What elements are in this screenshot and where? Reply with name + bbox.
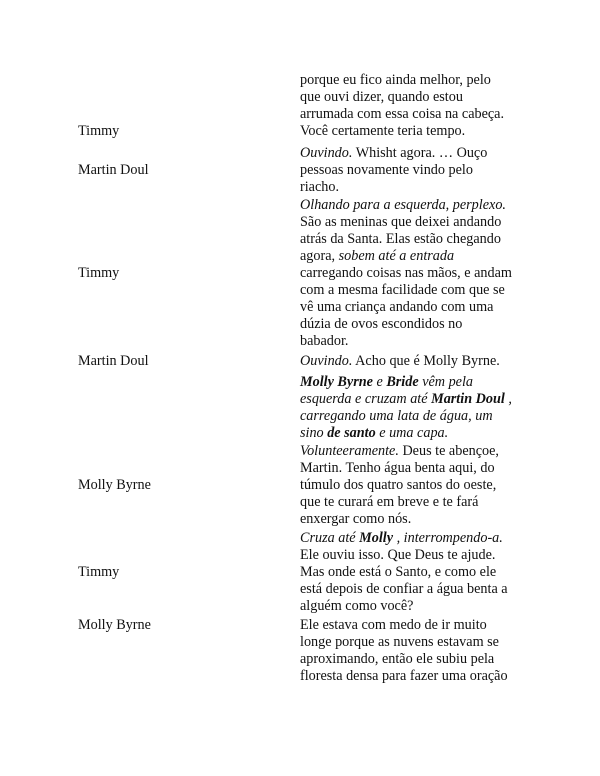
text-segment: Ele ouviu isso. Que Deus te ajude.: [300, 547, 496, 563]
text-line: [300, 333, 532, 350]
speaker-name: Timmy: [78, 564, 120, 580]
text-segment: Deus te abençoe,: [398, 443, 499, 459]
text-segment: , interrompendo-a.: [393, 530, 503, 546]
dialogue-text: [300, 197, 532, 350]
text-line: [300, 214, 532, 231]
text-segment: carregando uma lata de água, um: [300, 408, 493, 424]
text-segment: que te curará em breve e te fará: [300, 494, 479, 510]
text-line: [300, 374, 532, 391]
dialogue-text: [300, 443, 532, 528]
dialogue-text: [300, 123, 532, 140]
text-line: [300, 651, 532, 668]
text-segment: Olhando para a esquerda, perplexo.: [300, 197, 506, 213]
text-segment: Molly: [359, 530, 394, 546]
text-line: [300, 248, 532, 265]
text-segment: e: [372, 374, 387, 390]
text-line: [300, 617, 532, 634]
text-line: [300, 581, 532, 598]
text-line: [300, 89, 532, 106]
speaker-name: Timmy: [78, 265, 120, 281]
dialogue-text: [300, 617, 532, 685]
text-segment: vê uma criança andando com uma: [300, 299, 494, 315]
text-segment: e uma capa.: [375, 425, 449, 441]
speaker-name: Molly Byrne: [78, 617, 151, 633]
text-line: [300, 106, 532, 123]
text-segment: agora,: [300, 248, 339, 264]
text-segment: ,: [504, 391, 512, 407]
text-segment: sino: [300, 425, 328, 441]
text-line: [300, 408, 532, 425]
text-line: [300, 530, 532, 547]
text-segment: está depois de confiar a água benta a: [300, 581, 508, 597]
text-line: [300, 353, 532, 370]
text-segment: Martin Doul: [431, 391, 505, 407]
text-line: [300, 231, 532, 248]
stage-direction: [300, 72, 532, 123]
text-segment: Volunteeramente.: [300, 443, 399, 459]
text-segment: esquerda e cruzam até: [300, 391, 432, 407]
text-line: [300, 72, 532, 89]
text-segment: longe porque as nuvens estavam se: [300, 634, 499, 650]
text-line: [300, 443, 532, 460]
text-segment: aproximando, então ele subiu pela: [300, 651, 495, 667]
text-segment: Ouvindo.: [300, 353, 353, 369]
dialogue-text: [300, 145, 532, 196]
text-segment: Você certamente teria tempo.: [300, 123, 466, 139]
text-line: [300, 282, 532, 299]
text-line: [300, 162, 532, 179]
text-segment: Cruza até: [300, 530, 360, 546]
dialogue-text: [300, 530, 532, 615]
text-segment: Bride: [386, 374, 419, 390]
text-line: [300, 598, 532, 615]
text-segment: dúzia de ovos escondidos no: [300, 316, 463, 332]
text-segment: sobem até a entrada: [338, 248, 455, 264]
text-line: [300, 265, 532, 282]
text-line: [300, 547, 532, 564]
speaker-name: Martin Doul: [78, 353, 149, 369]
text-line: [300, 634, 532, 651]
text-line: [300, 494, 532, 511]
text-segment: de santo: [327, 425, 376, 441]
text-segment: enxergar como nós.: [300, 511, 412, 527]
text-line: [300, 425, 532, 442]
text-segment: carregando coisas nas mãos, e andam: [300, 265, 512, 281]
text-line: [300, 511, 532, 528]
text-segment: São as meninas que deixei andando: [300, 214, 502, 230]
text-segment: túmulo dos quatro santos do oeste,: [300, 477, 497, 493]
text-segment: arrumada com essa coisa na cabeça.: [300, 106, 505, 122]
text-line: [300, 123, 532, 140]
text-segment: Molly Byrne: [300, 374, 373, 390]
text-line: [300, 564, 532, 581]
text-segment: babador.: [300, 333, 349, 349]
text-line: [300, 460, 532, 477]
speaker-name: Molly Byrne: [78, 477, 151, 493]
text-line: [300, 299, 532, 316]
stage-direction: [300, 374, 532, 442]
text-line: [300, 145, 532, 162]
text-segment: Ouvindo.: [300, 145, 353, 161]
speaker-name: Martin Doul: [78, 162, 149, 178]
text-line: [300, 391, 532, 408]
text-segment: Acho que é Molly Byrne.: [352, 353, 500, 369]
text-segment: riacho.: [300, 179, 339, 195]
text-line: [300, 316, 532, 333]
speaker-name: Timmy: [78, 123, 120, 139]
text-line: [300, 197, 532, 214]
text-line: [300, 179, 532, 196]
text-segment: Whisht agora. … Ouço: [352, 145, 488, 161]
text-segment: Martin. Tenho água benta aqui, do: [300, 460, 495, 476]
text-segment: atrás da Santa. Elas estão chegando: [300, 231, 501, 247]
text-segment: com a mesma facilidade com que se: [300, 282, 505, 298]
text-segment: pessoas novamente vindo pelo: [300, 162, 473, 178]
text-segment: Mas onde está o Santo, e como ele: [300, 564, 497, 580]
text-segment: vêm pela: [418, 374, 474, 390]
text-segment: porque eu fico ainda melhor, pelo: [300, 72, 491, 88]
text-segment: alguém como você?: [300, 598, 414, 614]
text-segment: Ele estava com medo de ir muito: [300, 617, 487, 633]
text-segment: floresta densa para fazer uma oração: [300, 668, 508, 684]
dialogue-text: [300, 353, 532, 370]
text-segment: que ouvi dizer, quando estou: [300, 89, 463, 105]
text-line: [300, 668, 532, 685]
text-line: [300, 477, 532, 494]
